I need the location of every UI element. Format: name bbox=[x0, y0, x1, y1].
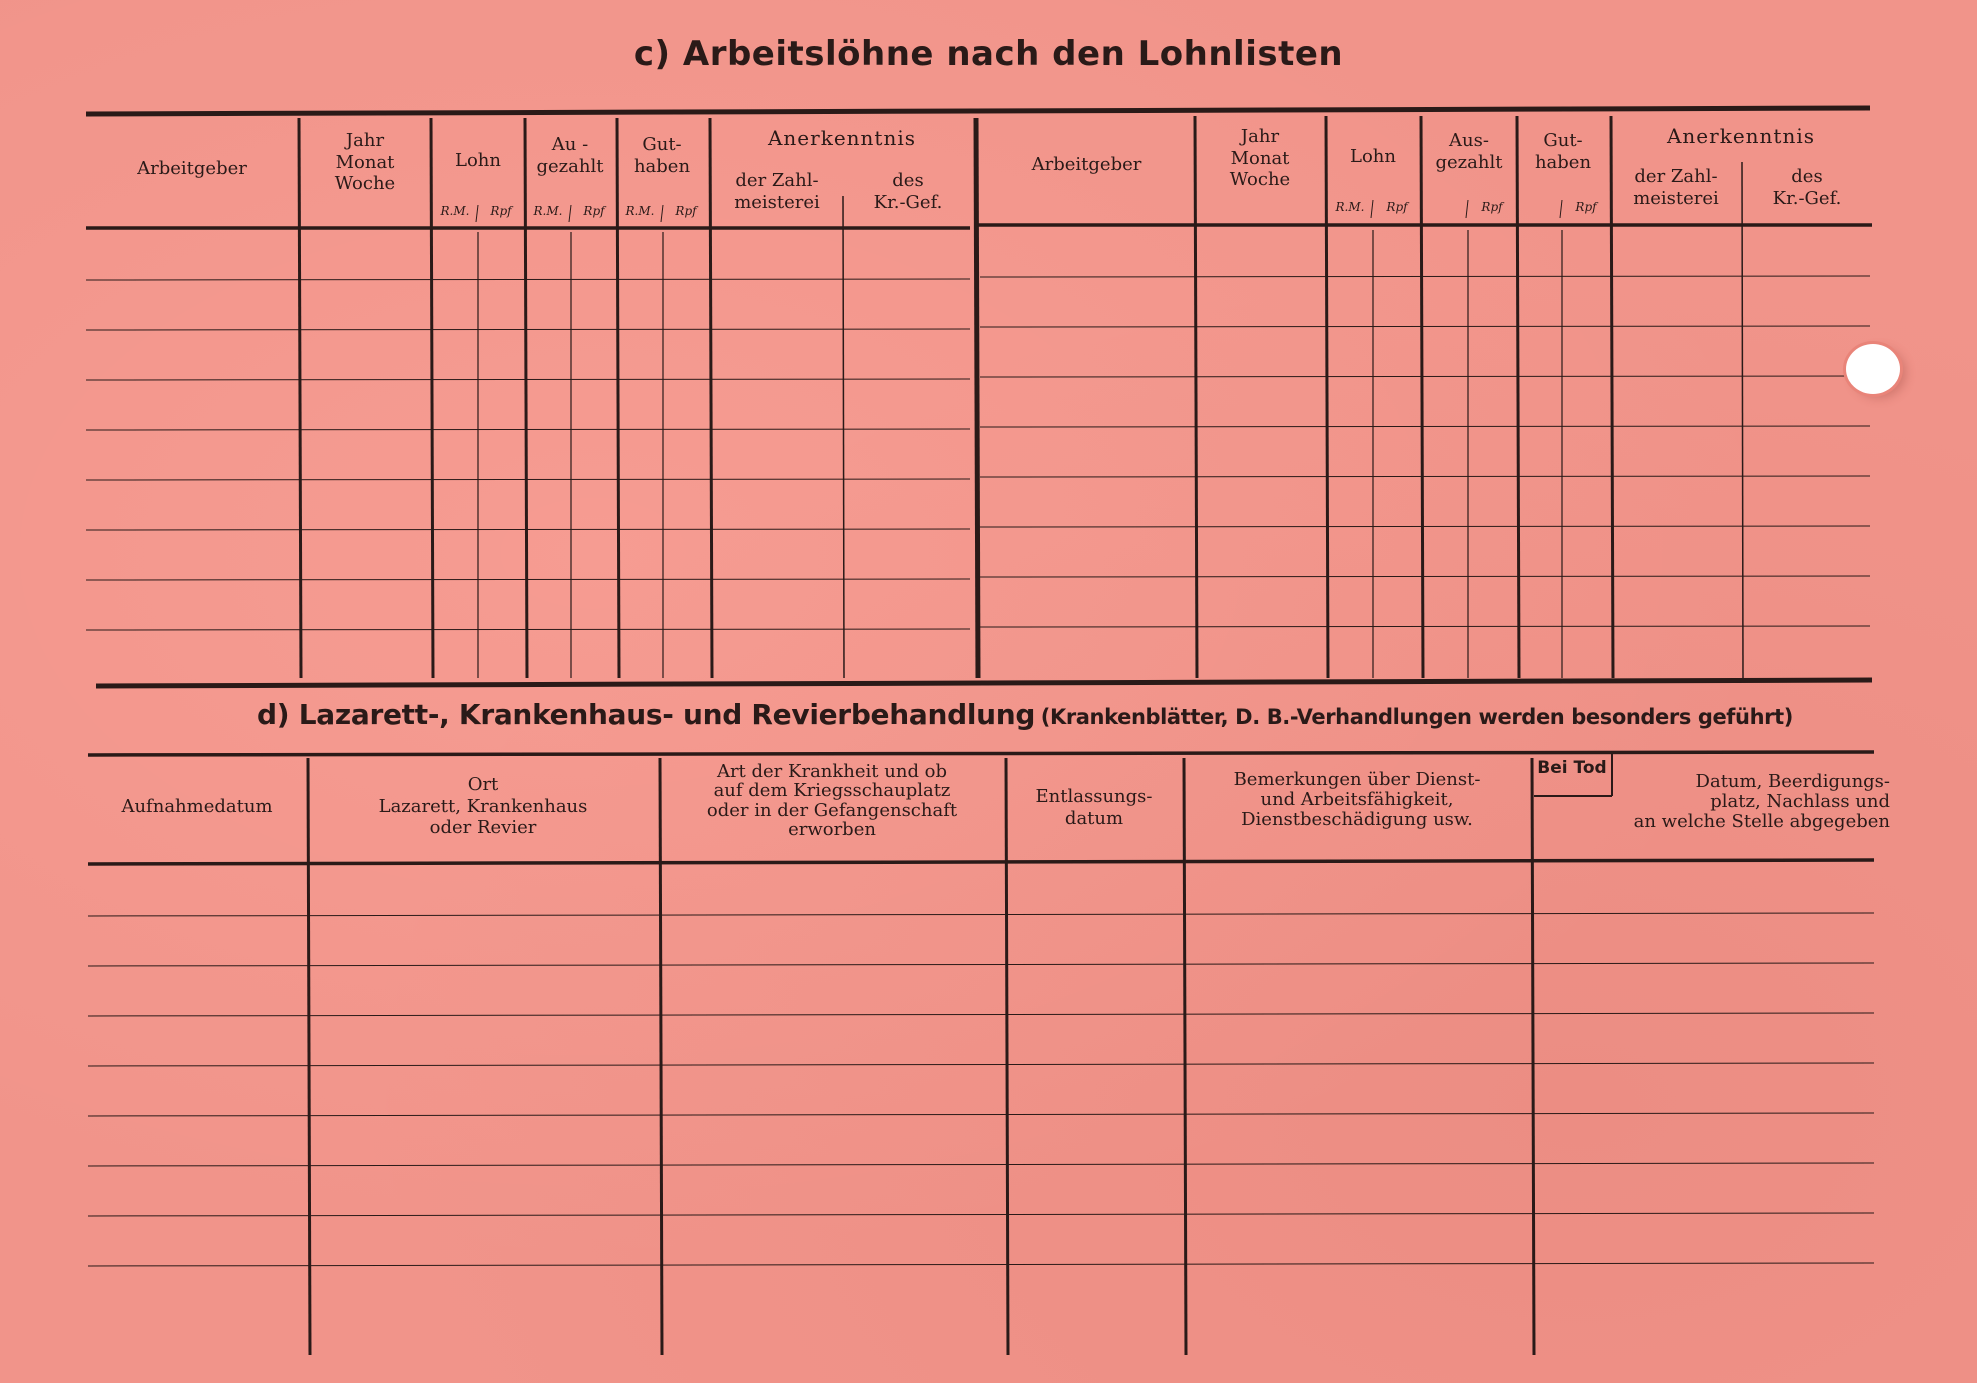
header-aufnahmedatum: Aufnahmedatum bbox=[121, 796, 273, 817]
rule-c-row-right bbox=[980, 576, 1870, 577]
unit-rpf-guthaben-left: Rpf bbox=[675, 204, 697, 218]
unit-rpf-ausgezahlt-left: Rpf bbox=[583, 204, 605, 218]
rule-d-col bbox=[1006, 758, 1008, 1355]
rule-d-row bbox=[88, 963, 1874, 966]
rule-c-top bbox=[86, 108, 1870, 114]
rule-c-row-left bbox=[86, 279, 970, 280]
rule-d-row bbox=[88, 1263, 1874, 1266]
punch-hole bbox=[1846, 344, 1900, 394]
rule-c-row-right bbox=[980, 426, 1870, 427]
rule-d-row bbox=[88, 913, 1874, 916]
rule-d-header bbox=[88, 860, 1874, 864]
header-guthaben-left: Gut- haben bbox=[633, 134, 691, 177]
rule-c-row-left bbox=[86, 529, 970, 530]
rule-c-row-left bbox=[86, 579, 970, 580]
header-zahlmeisterei-left: der Zahl- meisterei bbox=[734, 170, 820, 213]
rule-c-row-right bbox=[980, 326, 1870, 327]
rule-c-row-right bbox=[980, 276, 1870, 277]
unit-rm-lohn-left: R.M. bbox=[440, 204, 470, 218]
rule-d-row bbox=[88, 1113, 1874, 1116]
header-lohn-right: Lohn bbox=[1350, 146, 1396, 167]
rule-c-bottom bbox=[96, 680, 1872, 686]
section-d-title-sub: (Krankenblätter, D. B.-Verhandlungen werden besonders geführt) bbox=[1040, 705, 1793, 729]
header-anerkenntnis-right: Anerkenntnis bbox=[1666, 124, 1815, 148]
header-krankheit: Art der Krankheit und ob auf dem Kriegsschauplatz oder in der Gefangenschaft erworben bbox=[706, 761, 958, 841]
rule-d-col bbox=[1184, 758, 1186, 1355]
header-arbeitgeber-left: Arbeitgeber bbox=[137, 158, 247, 179]
rule-d-row bbox=[88, 1063, 1874, 1066]
rule-c-right-col bbox=[1195, 116, 1197, 678]
rule-c-left-col bbox=[431, 118, 433, 678]
rule-c-left-col bbox=[299, 118, 301, 678]
header-zahlmeisterei-right: der Zahl- meisterei bbox=[1633, 166, 1719, 209]
header-ort: Ort Lazarett, Krankenhaus oder Revier bbox=[378, 774, 588, 839]
rule-c-row-left bbox=[86, 429, 970, 430]
unit-rm-guthaben-left: R.M. bbox=[625, 204, 655, 218]
header-bei-tod: Bei Tod bbox=[1537, 758, 1607, 778]
section-d-title-main: d) Lazarett-, Krankenhaus- und Revierbehandlung bbox=[257, 698, 1036, 731]
header-ausgezahlt-right: Aus- gezahlt bbox=[1435, 130, 1503, 173]
header-guthaben-right: Gut- haben bbox=[1534, 130, 1592, 173]
rule-c-left-col bbox=[976, 118, 978, 678]
rule-c-row-right bbox=[980, 526, 1870, 527]
header-anerkenntnis-left: Anerkenntnis bbox=[767, 126, 916, 150]
rule-d-top bbox=[88, 752, 1874, 755]
rule-c-left-sub bbox=[843, 196, 844, 678]
header-arbeitgeber-right: Arbeitgeber bbox=[1031, 154, 1142, 175]
rule-c-row-left bbox=[86, 379, 970, 380]
rule-c-row-right bbox=[980, 626, 1870, 627]
unit-rpf-ausgezahlt-right: Rpf bbox=[1481, 200, 1503, 214]
header-jahr-right: Jahr Monat Woche bbox=[1229, 126, 1291, 191]
header-jahr-left: Jahr Monat Woche bbox=[334, 130, 396, 195]
rule-d-row bbox=[88, 1163, 1874, 1166]
rule-c-row-left bbox=[86, 479, 970, 480]
rule-d-col bbox=[1532, 758, 1534, 1355]
unit-rm-ausgezahlt-left: R.M. bbox=[533, 204, 563, 218]
rule-d-row bbox=[88, 1013, 1874, 1016]
rule-c-left-col bbox=[525, 118, 527, 678]
header-lohn-left: Lohn bbox=[455, 150, 501, 171]
rule-c-row-left bbox=[86, 629, 970, 630]
header-krgef-left: des Kr.-Gef. bbox=[873, 170, 943, 213]
rule-c-left-col bbox=[617, 118, 619, 678]
unit-rpf-lohn-left: Rpf bbox=[490, 204, 512, 218]
header-krgef-right: des Kr.-Gef. bbox=[1772, 166, 1842, 209]
unit-rm-lohn-right: R.M. bbox=[1335, 200, 1365, 214]
header-bemerkungen: Bemerkungen über Dienst- und Arbeitsfähigkeit, Dienstbeschädigung usw. bbox=[1233, 769, 1481, 830]
unit-rpf-lohn-right: Rpf bbox=[1386, 200, 1408, 214]
unit-rpf-guthaben-right: Rpf bbox=[1575, 200, 1597, 214]
rule-c-right-sub bbox=[1742, 162, 1743, 678]
section-c-title: c) Arbeitslöhne nach den Lohnlisten bbox=[633, 34, 1344, 74]
rule-c-row-right bbox=[980, 476, 1870, 477]
rule-c-row-left bbox=[86, 329, 970, 330]
header-datum-beerdigung: Datum, Beerdigungs- platz, Nachlass und an welche Stelle abgegeben bbox=[1633, 771, 1890, 832]
header-entlassung: Entlassungs- datum bbox=[1035, 786, 1153, 829]
rule-c-right-col bbox=[1517, 116, 1519, 678]
rule-c-row-right bbox=[980, 376, 1870, 377]
rule-c-right-col bbox=[1421, 116, 1423, 678]
header-ausgezahlt-left: Au - gezahlt bbox=[536, 134, 604, 177]
section-d-title bbox=[95, 698, 1955, 731]
rule-d-row bbox=[88, 1213, 1874, 1216]
